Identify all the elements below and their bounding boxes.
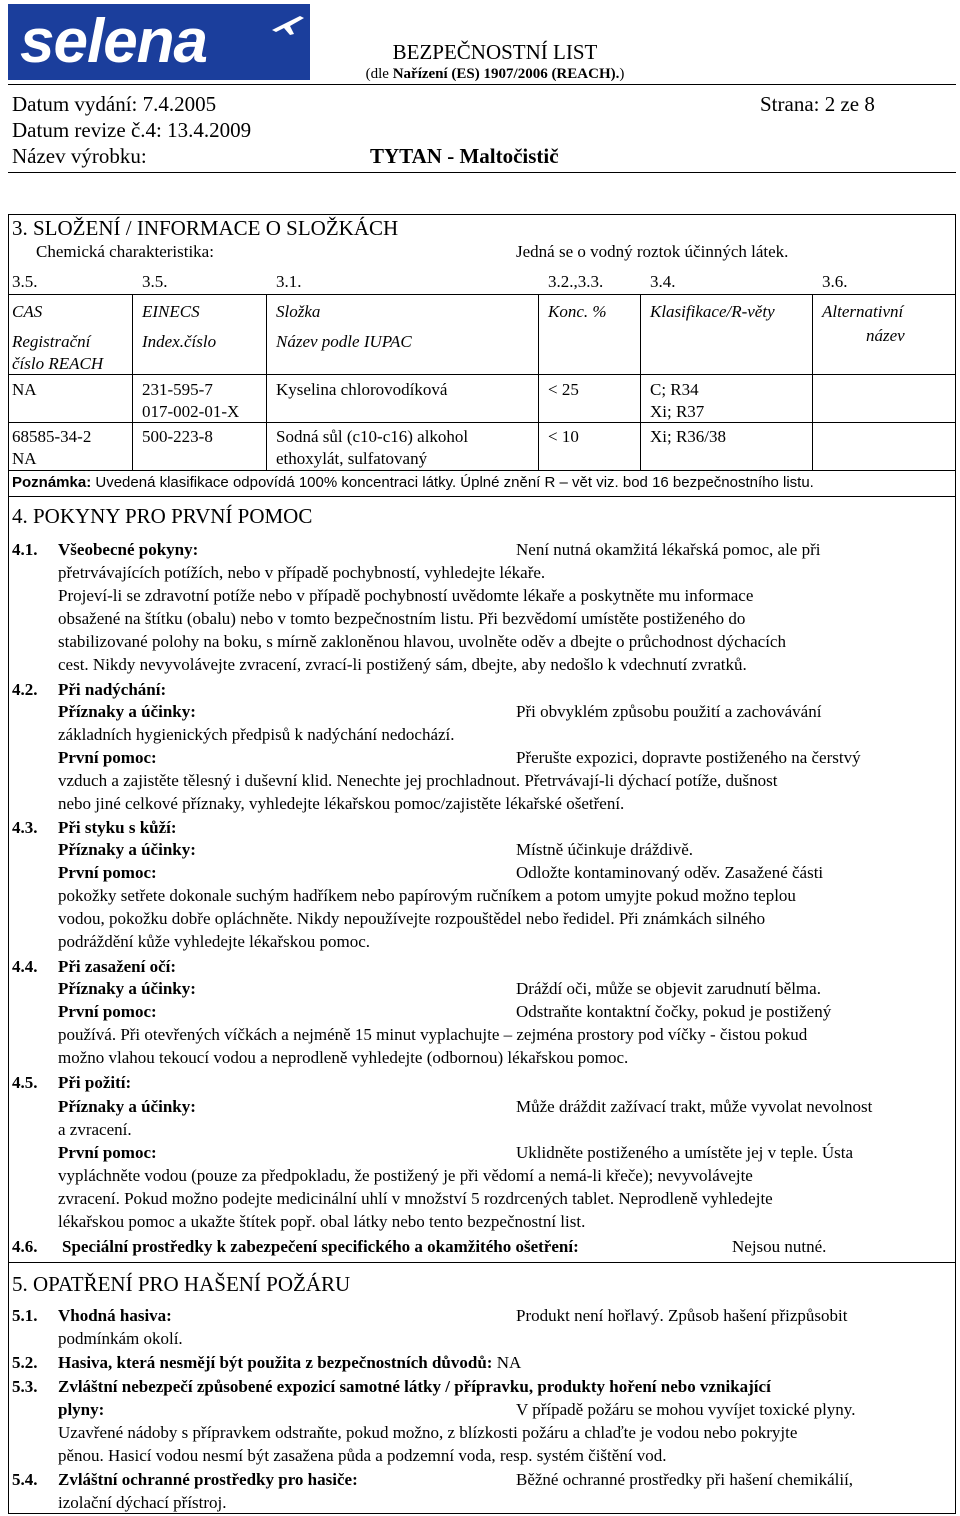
p51-label: Vhodná hasiva:	[58, 1306, 172, 1325]
p43-first-cont: pokožky setřete dokonale suchým hadříkem nebo papírovým ručníkem a potom umyjte pokud možno teplou	[58, 886, 796, 905]
p41-line: přetrvávajících potížích, nebo v případě pochybností, vyhledejte lékaře.	[58, 563, 546, 582]
logo-text: selena	[20, 7, 208, 76]
p41-right: Není nutná okamžitá lékařská pomoc, ale při	[516, 540, 821, 559]
p45-sympt: Může dráždit zažívací trakt, může vyvolat nevolnost	[516, 1097, 873, 1116]
section-4-end-line	[8, 1262, 956, 1263]
issue-date: Datum vydání: 7.4.2005	[12, 92, 217, 116]
p53-label: Zvláštní nebezpečí způsobené expozicí samotné látky / přípravku, produkty hoření nebo vznikající	[58, 1377, 771, 1396]
p45-sympt-cont: a zvracení.	[58, 1120, 132, 1139]
header-divider	[8, 84, 956, 85]
product-name: TYTAN - Maltočistič	[370, 144, 559, 168]
row2-konc: < 10	[548, 427, 579, 446]
p45-sympt-label: Příznaky a účinky:	[58, 1097, 196, 1116]
p51-right: Produkt není hořlavý. Způsob hašení přizpůsobit	[516, 1306, 848, 1325]
row1-klas1: C; R34	[650, 380, 699, 399]
p42-sympt-label: Příznaky a účinky:	[58, 702, 196, 721]
ref-konc: 3.2.,3.3.	[548, 272, 604, 291]
header-bottom-divider	[8, 172, 956, 173]
product-label: Název výrobku:	[12, 144, 147, 168]
p45-first-label: První pomoc:	[58, 1143, 157, 1162]
p42-label: Při nadýchání:	[58, 680, 167, 699]
p44-sympt: Dráždí oči, může se objevit zarudnutí bělma.	[516, 979, 821, 998]
p41-label: Všeobecné pokyny:	[58, 540, 199, 559]
p43-first-cont: podráždění kůže vyhledejte lékařskou pomoc.	[58, 932, 371, 951]
table-col-divider	[640, 294, 641, 470]
p53-right: V případě požáru se mohou vyvíjet toxické plyny.	[516, 1400, 856, 1419]
ref-slozka: 3.1.	[276, 272, 302, 291]
revision-date: Datum revize č.4: 13.4.2009	[12, 118, 252, 142]
col-header-alt2: název	[866, 326, 905, 345]
p42-sympt-cont: základních hygienických předpisů k nadýchání nedochází.	[58, 725, 455, 744]
p41-number: 4.1.	[12, 540, 38, 559]
p42-first-cont: vzduch a zajistěte tělesný i duševní klid. Nenechte jej prochladnout. Přetrvávají-li dýchací potíže, dušnost	[58, 771, 778, 790]
p42-number: 4.2.	[12, 680, 38, 699]
col-header-reg2: číslo REACH	[12, 354, 104, 373]
p43-first-cont: vodou, pokožku dobře opláchněte. Nikdy nepoužívejte rozpouštědel nebo ředidel. Při známkách silného	[58, 909, 766, 928]
p53-label-cont: plyny:	[58, 1400, 105, 1419]
chem-char-label: Chemická charakteristika:	[36, 242, 214, 261]
table-col-divider	[266, 294, 267, 470]
ref-klas: 3.4.	[650, 272, 676, 291]
row2-name2: ethoxylát, sulfatovaný	[276, 449, 428, 468]
col-header-konc: Konc. %	[548, 302, 607, 321]
p51-cont: podmínkám okolí.	[58, 1329, 183, 1348]
document-title: BEZPEČNOSTNÍ LIST	[392, 40, 598, 64]
p43-number: 4.3.	[12, 818, 38, 837]
p46-value: Nejsou nutné.	[732, 1237, 827, 1256]
p43-label: Při styku s kůží:	[58, 818, 177, 837]
p44-sympt-label: Příznaky a účinky:	[58, 979, 196, 998]
p45-first-cont: zvracení. Pokud možno podejte medicinální uhlí v množství 5 rozdrcených tablet. Neprodleně vyhledejte	[58, 1189, 773, 1208]
table-col-divider	[132, 294, 133, 470]
col-header-slozka: Složka	[276, 302, 321, 321]
col-header-index: Index.číslo	[142, 332, 217, 351]
p44-first: Odstraňte kontaktní čočky, pokud je postižený	[516, 1002, 832, 1021]
p53-number: 5.3.	[12, 1377, 38, 1396]
table-header-line	[8, 374, 956, 375]
p46-number: 4.6.	[12, 1237, 38, 1256]
row2-cas2: NA	[12, 449, 37, 468]
p45-label: Při požití:	[58, 1073, 132, 1092]
ref-cas: 3.5.	[12, 272, 38, 291]
p46-label: Speciální prostředky k zabezpečení specifického a okamžitého ošetření:	[62, 1237, 579, 1256]
p43-sympt-label: Příznaky a účinky:	[58, 840, 196, 859]
p41-line: stabilizované polohy na boku, s mírně zakloněnou hlavou, uvolněte oděv a dbejte o průchodnost dýchacích	[58, 632, 786, 651]
table-col-divider	[812, 294, 813, 470]
p44-first-label: První pomoc:	[58, 1002, 157, 1021]
page-number: Strana: 2 ze 8	[760, 92, 875, 116]
table-row-line	[8, 422, 956, 423]
p54-right: Běžné ochranné prostředky při hašení chemikálií,	[516, 1470, 854, 1489]
p45-number: 4.5.	[12, 1073, 38, 1092]
section-3-end-line	[8, 496, 956, 497]
section-4-heading: 4. POKYNY PRO PRVNÍ POMOC	[12, 504, 313, 528]
p42-first-label: První pomoc:	[58, 748, 157, 767]
col-header-iupac: Název podle IUPAC	[276, 332, 412, 351]
ref-einecs: 3.5.	[142, 272, 168, 291]
section-3-heading: 3. SLOŽENÍ / INFORMACE O SLOŽKÁCH	[12, 216, 399, 240]
p42-first: Přerušte expozici, dopravte postiženého na čerstvý	[516, 748, 861, 767]
p41-line: cest. Nikdy nevyvolávejte zvracení, zvrací-li postižený sám, dbejte, aby nedošlo k vdechnutí zvratků.	[58, 655, 747, 674]
p45-first: Uklidněte postiženého a umístěte jej v teple. Ústa	[516, 1143, 854, 1162]
col-header-klas: Klasifikace/R-věty	[650, 302, 775, 321]
p43-sympt: Místně účinkuje dráždivě.	[516, 840, 694, 859]
p42-sympt: Při obvyklém způsobu použití a zachovávání	[516, 702, 822, 721]
col-header-cas: CAS	[12, 302, 43, 321]
row1-cas: NA	[12, 380, 37, 399]
col-header-alt1: Alternativní	[822, 302, 904, 321]
ref-alt: 3.6.	[822, 272, 848, 291]
p54-label: Zvláštní ochranné prostředky pro hasiče:	[58, 1470, 358, 1489]
p45-first-cont: vypláchněte vodou (pouze za předpokladu, že postižený je při vědomí a nemá-li křeče); nevyvolávejte	[58, 1166, 753, 1185]
selena-logo	[8, 4, 310, 80]
p51-number: 5.1.	[12, 1306, 38, 1325]
col-header-reg1: Registrační	[12, 332, 91, 351]
p54-cont: izolační dýchací přístroj.	[58, 1493, 227, 1512]
table-top-line	[8, 294, 956, 295]
row2-name1: Sodná sůl (c10-c16) alkohol	[276, 427, 469, 446]
p54-number: 5.4.	[12, 1470, 38, 1489]
p53-cont: Uzavřené nádoby s přípravkem odstraňte, pokud možno, z blízkosti požáru a chlaďte je vodou nebo pokryjte	[58, 1423, 798, 1442]
p44-first-cont: možno vlahou tekoucí vodou a neprodleně vyhledejte (odbornou) lékařskou pomoc.	[58, 1048, 629, 1067]
p45-first-cont: lékařskou pomoc a ukažte štítek popř. obal látky nebo tento bezpečnostní list.	[58, 1212, 586, 1231]
p52-line: Hasiva, která nesmějí být použita z bezpečnostních důvodů: NA	[58, 1353, 522, 1372]
table-col-divider	[538, 294, 539, 470]
row1-klas2: Xi; R37	[650, 402, 705, 421]
p44-label: Při zasažení očí:	[58, 957, 177, 976]
table-bottom-line	[8, 470, 956, 471]
p52-number: 5.2.	[12, 1353, 38, 1372]
chem-char-value: Jedná se o vodný roztok účinných látek.	[516, 242, 789, 261]
p43-first-label: První pomoc:	[58, 863, 157, 882]
section-5-heading: 5. OPATŘENÍ PRO HAŠENÍ POŽÁRU	[12, 1272, 351, 1296]
p44-first-cont: používá. Při otevřených víčkách a nejméně 15 minut vyplachujte – zejména prostory pod víčky - čistou pokud	[58, 1025, 808, 1044]
row1-index: 017-002-01-X	[142, 402, 240, 421]
row1-konc: < 25	[548, 380, 579, 399]
document-subtitle: (dle Nařízení (ES) 1907/2006 (REACH).)	[365, 66, 625, 82]
p41-line: Projeví-li se zdravotní potíže nebo v případě pochybností uvědomte lékaře a poskytněte mu informace	[58, 586, 754, 605]
p53-cont: pěnou. Hasicí vodou nesmí být zasažena půda a podzemní voda, resp. systém čištění vod.	[58, 1446, 667, 1465]
p42-first-cont: nebo jiné celkové příznaky, vyhledejte lékařskou pomoc/zajistěte lékařské ošetření.	[58, 794, 625, 813]
row1-name: Kyselina chlorovodíková	[276, 380, 448, 399]
col-header-einecs: EINECS	[142, 302, 200, 321]
p41-line: obsažené na štítku (obalu) nebo v tomto bezpečnostním listu. Při bezvědomí umístěte postiženého do	[58, 609, 746, 628]
composition-note: Poznámka: Uvedená klasifikace odpovídá 100% koncentraci látky. Úplné znění R – vět viz. bod 16 bezpečnostního listu.	[12, 474, 814, 491]
row2-klas1: Xi; R36/38	[650, 427, 727, 446]
p44-number: 4.4.	[12, 957, 38, 976]
row2-einecs: 500-223-8	[142, 427, 213, 446]
p43-first: Odložte kontaminovaný oděv. Zasažené části	[516, 863, 824, 882]
airplane-icon	[270, 12, 306, 38]
row2-cas: 68585-34-2	[12, 427, 92, 446]
row1-einecs: 231-595-7	[142, 380, 213, 399]
